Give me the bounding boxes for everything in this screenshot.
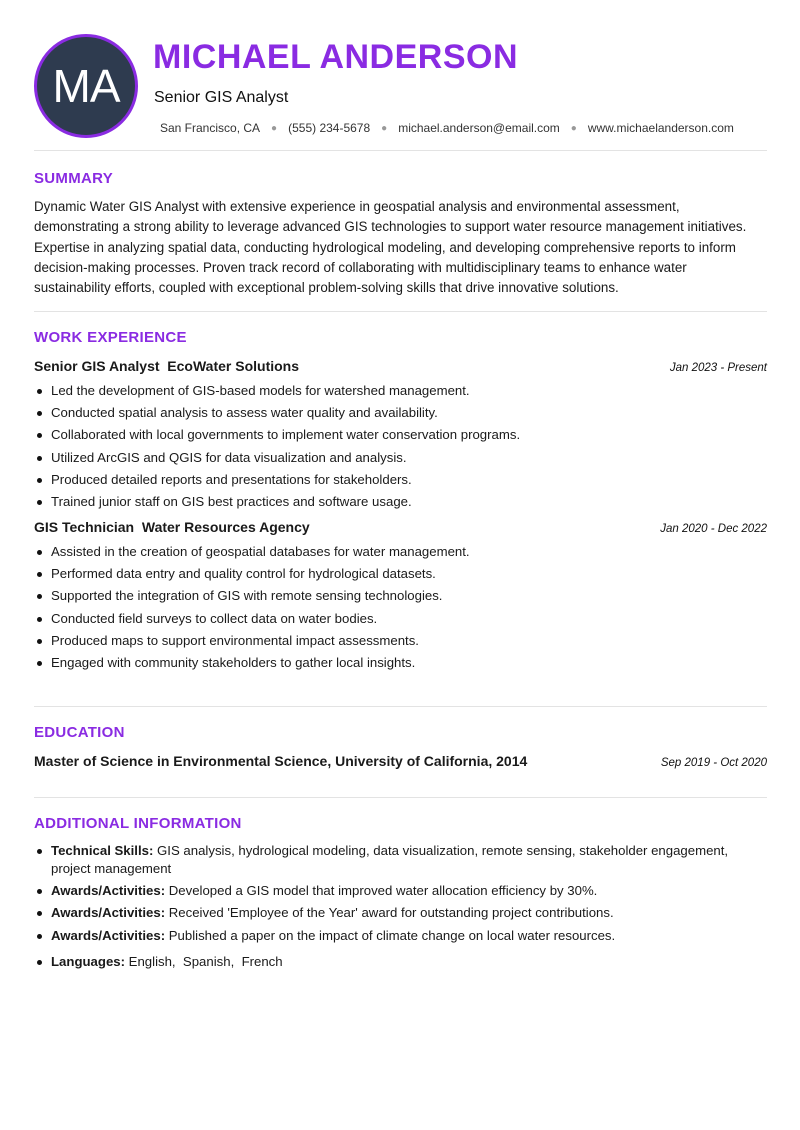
- item-label: Awards/Activities:: [51, 927, 166, 943]
- additional-item: [34, 882, 737, 900]
- section-heading: EDUCATION: [34, 724, 125, 741]
- contact-email[interactable]: michael.anderson@email.com: [398, 121, 560, 135]
- summary-text: Dynamic Water GIS Analyst with extensive experience in geospatial analysis and environmental assessment, demonstrating a strong ability to leverage advanced GIS technologies to support water resource management initiatives. Expertise in analyzing spatial data, conducting hydrological modeling, and developing comprehensive reports to inform decision-making processes. Proven track record of collaborating with multidisciplinary teams to enhance water sustainability efforts, coupled with exceptional problem-solving skills that drive innovative solutions.: [34, 199, 747, 296]
- bullet-item: Collaborated with local governments to implement water conservation programs.: [34, 426, 767, 444]
- job-bullets: [34, 382, 767, 511]
- separator-dot: ●: [570, 122, 577, 134]
- separator-dot: ●: [271, 122, 278, 134]
- divider: [34, 150, 767, 151]
- contact-phone: (555) 234-5678: [288, 121, 371, 135]
- section-heading: SUMMARY: [34, 170, 114, 187]
- item-text: Received 'Employee of the Year' award for outstanding project contributions.: [165, 905, 614, 921]
- item-text: GIS analysis, hydrological modeling, data visualization, remote sensing, stakeholder engagement, project management: [51, 843, 732, 876]
- bullet-item: Performed data entry and quality control for hydrological datasets.: [34, 565, 767, 583]
- contact-website[interactable]: www.michaelanderson.com: [587, 121, 734, 135]
- item-text: English, Spanish, French: [125, 953, 283, 969]
- bullet-item: Led the development of GIS-based models for watershed management.: [34, 382, 767, 400]
- bullet-item: Produced detailed reports and presentations for stakeholders.: [34, 471, 767, 489]
- item-label: Technical Skills:: [51, 843, 154, 858]
- job-date: Jan 2023 - Present: [669, 362, 767, 374]
- avatar: [34, 34, 138, 138]
- divider: [34, 706, 767, 707]
- job-bullets: [34, 543, 767, 672]
- additional-item: [34, 904, 737, 922]
- contact-location: San Francisco, CA: [160, 121, 261, 135]
- education-date: Sep 2019 - Oct 2020: [660, 757, 767, 769]
- contact-info: [160, 121, 734, 135]
- experience-section: [34, 329, 767, 676]
- bullet-item: Assisted in the creation of geospatial databases for water management.: [34, 543, 767, 561]
- education-entry: [34, 753, 767, 769]
- additional-item: [34, 842, 737, 878]
- section-heading: WORK EXPERIENCE: [34, 329, 187, 346]
- item-label: Languages:: [51, 953, 126, 969]
- job-header: [34, 519, 767, 535]
- degree: Master of Science in Environmental Science, University of California, 2014: [34, 753, 528, 769]
- additional-item: [34, 927, 737, 945]
- separator-dot: ●: [381, 122, 388, 134]
- education-section: [34, 724, 767, 769]
- bullet-item: Conducted field surveys to collect data on water bodies.: [34, 610, 767, 628]
- additional-section: [34, 815, 767, 975]
- bullet-item: Engaged with community stakeholders to gather local insights.: [34, 654, 767, 672]
- item-label: Awards/Activities:: [51, 905, 166, 921]
- candidate-title: Senior GIS Analyst: [154, 89, 289, 106]
- item-text: Published a paper on the impact of climate change on local water resources.: [165, 927, 616, 943]
- job-title: GIS Technician Water Resources Agency: [34, 518, 310, 535]
- item-label: Awards/Activities:: [51, 883, 166, 899]
- avatar-initials: MA: [52, 60, 120, 112]
- bullet-item: Produced maps to support environmental impact assessments.: [34, 632, 767, 650]
- section-heading: ADDITIONAL INFORMATION: [34, 815, 242, 832]
- job-header: [34, 358, 767, 374]
- divider: [34, 311, 767, 312]
- summary-section: [34, 170, 767, 298]
- bullet-item: Supported the integration of GIS with remote sensing technologies.: [34, 587, 767, 605]
- bullet-item: Utilized ArcGIS and QGIS for data visualization and analysis.: [34, 449, 767, 467]
- additional-item: [34, 953, 737, 971]
- job-title: Senior GIS Analyst EcoWater Solutions: [34, 358, 300, 374]
- item-text: Developed a GIS model that improved water allocation efficiency by 30%.: [165, 883, 598, 899]
- job-date: Jan 2020 - Dec 2022: [660, 522, 767, 535]
- bullet-item: Trained junior staff on GIS best practices and software usage.: [34, 493, 767, 511]
- candidate-name: MICHAEL ANDERSON: [153, 38, 519, 76]
- bullet-item: Conducted spatial analysis to assess water quality and availability.: [34, 404, 767, 422]
- divider: [34, 797, 767, 798]
